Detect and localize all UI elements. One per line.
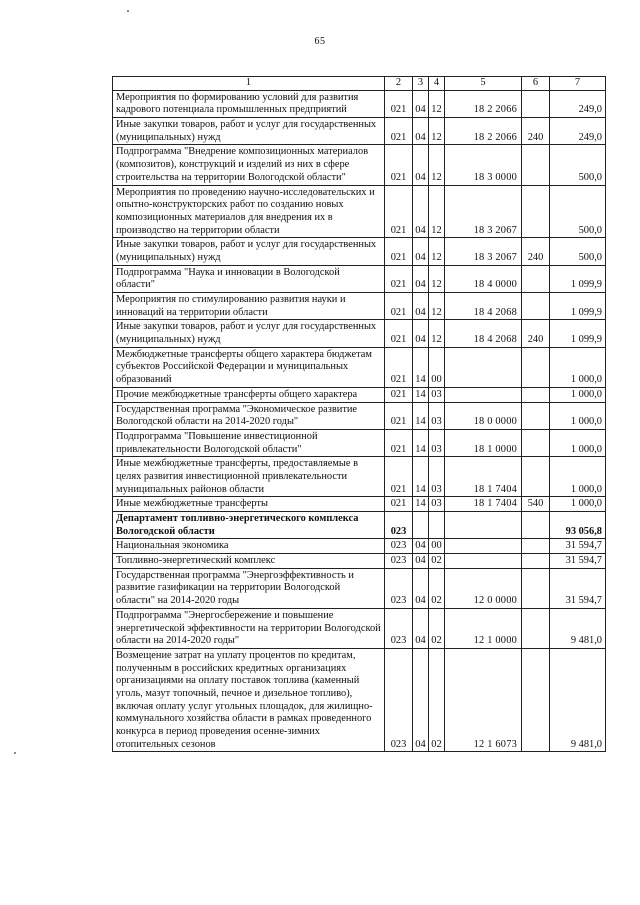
- table-row: [113, 554, 606, 569]
- target-article-code: 18 4 2068: [445, 320, 522, 347]
- expense-type-code: [522, 265, 550, 292]
- item-name: Топливно-энергетический комплекс: [113, 554, 385, 569]
- item-name: Департамент топливно-энергетического комплекса Вологодской области: [113, 512, 385, 539]
- item-name: Подпрограмма "Наука и инновации в Вологодской области": [113, 265, 385, 292]
- subsection-code: 02: [429, 554, 445, 569]
- ministry-code: 021: [385, 457, 413, 497]
- item-name: Прочие межбюджетные трансферты общего характера: [113, 387, 385, 402]
- budget-table: [112, 76, 606, 752]
- expense-type-code: [522, 347, 550, 387]
- table-row: [113, 648, 606, 752]
- ministry-code: 021: [385, 238, 413, 265]
- item-name: Государственная программа "Экономическое развитие Вологодской области на 2014-2020 годы": [113, 402, 385, 429]
- ministry-code: 021: [385, 118, 413, 145]
- target-article-code: 12 0 0000: [445, 568, 522, 608]
- target-article-code: 18 1 7404: [445, 497, 522, 512]
- table-row: [113, 145, 606, 185]
- page-number: 65: [314, 36, 326, 47]
- subsection-code: 00: [429, 539, 445, 554]
- table-row: [113, 293, 606, 320]
- table-row: [113, 90, 606, 117]
- target-article-code: 18 0 0000: [445, 402, 522, 429]
- subsection-code: 02: [429, 608, 445, 648]
- item-name: Мероприятия по проведению научно-исследовательских и опытно-конструкторских работ по созданию новых композиционных материалов для внедрения их в производство на территории области: [113, 185, 385, 238]
- table-row: [113, 347, 606, 387]
- ministry-code: 021: [385, 265, 413, 292]
- expense-type-code: [522, 608, 550, 648]
- target-article-code: 18 4 2068: [445, 293, 522, 320]
- amount: 31 594,7: [550, 554, 606, 569]
- target-article-code: 18 1 0000: [445, 429, 522, 456]
- column-header: 5: [445, 77, 522, 91]
- amount: 31 594,7: [550, 568, 606, 608]
- section-code: 04: [413, 568, 429, 608]
- subsection-code: 12: [429, 118, 445, 145]
- amount: 249,0: [550, 90, 606, 117]
- table-row: [113, 402, 606, 429]
- ministry-code: 023: [385, 648, 413, 752]
- amount: 9 481,0: [550, 608, 606, 648]
- amount: 1 000,0: [550, 429, 606, 456]
- target-article-code: 18 3 2067: [445, 185, 522, 238]
- expense-type-code: 240: [522, 238, 550, 265]
- section-code: 14: [413, 457, 429, 497]
- ministry-code: 021: [385, 497, 413, 512]
- expense-type-code: [522, 387, 550, 402]
- subsection-code: 12: [429, 265, 445, 292]
- section-code: 14: [413, 497, 429, 512]
- section-code: 04: [413, 145, 429, 185]
- table-row: [113, 568, 606, 608]
- section-code: 04: [413, 648, 429, 752]
- column-header: 7: [550, 77, 606, 91]
- expense-type-code: [522, 648, 550, 752]
- target-article-code: 18 2 2066: [445, 90, 522, 117]
- ministry-code: 021: [385, 402, 413, 429]
- target-article-code: 18 4 0000: [445, 265, 522, 292]
- amount: 1 000,0: [550, 347, 606, 387]
- expense-type-code: [522, 512, 550, 539]
- subsection-code: 12: [429, 293, 445, 320]
- target-article-code: [445, 347, 522, 387]
- expense-type-code: [522, 539, 550, 554]
- table-row: [113, 429, 606, 456]
- target-article-code: 12 1 0000: [445, 608, 522, 648]
- expense-type-code: 540: [522, 497, 550, 512]
- item-name: Национальная экономика: [113, 539, 385, 554]
- section-code: 14: [413, 402, 429, 429]
- target-article-code: [445, 512, 522, 539]
- section-code: 04: [413, 293, 429, 320]
- expense-type-code: [522, 185, 550, 238]
- column-header: 4: [429, 77, 445, 91]
- column-header-row: [113, 77, 606, 91]
- subsection-code: 03: [429, 457, 445, 497]
- table-row: [113, 457, 606, 497]
- table-row: [113, 512, 606, 539]
- amount: 1 099,9: [550, 265, 606, 292]
- table-row: [113, 265, 606, 292]
- amount: 249,0: [550, 118, 606, 145]
- target-article-code: [445, 554, 522, 569]
- section-code: 04: [413, 608, 429, 648]
- target-article-code: 18 3 0000: [445, 145, 522, 185]
- ministry-code: 021: [385, 387, 413, 402]
- section-code: 04: [413, 265, 429, 292]
- expense-type-code: [522, 90, 550, 117]
- expense-type-code: 240: [522, 320, 550, 347]
- subsection-code: 12: [429, 145, 445, 185]
- budget-table-body: [113, 77, 606, 752]
- section-code: 04: [413, 238, 429, 265]
- table-row: [113, 185, 606, 238]
- ministry-code: 023: [385, 608, 413, 648]
- target-article-code: 12 1 6073: [445, 648, 522, 752]
- subsection-code: 02: [429, 648, 445, 752]
- subsection-code: 12: [429, 238, 445, 265]
- expense-type-code: [522, 402, 550, 429]
- scan-speck: [14, 752, 16, 754]
- item-name: Подпрограмма "Энергосбережение и повышение энергетической эффективности на территории Вологодской области на 2014-2020 годы": [113, 608, 385, 648]
- item-name: Мероприятия по формированию условий для развития кадрового потенциала промышленных предприятий: [113, 90, 385, 117]
- column-header: 1: [113, 77, 385, 91]
- column-header: 6: [522, 77, 550, 91]
- amount: 93 056,8: [550, 512, 606, 539]
- subsection-code: 03: [429, 429, 445, 456]
- item-name: Подпрограмма "Повышение инвестиционной привлекательности Вологодской области": [113, 429, 385, 456]
- subsection-code: 03: [429, 387, 445, 402]
- ministry-code: 021: [385, 90, 413, 117]
- expense-type-code: [522, 554, 550, 569]
- amount: 1 099,9: [550, 293, 606, 320]
- target-article-code: 18 3 2067: [445, 238, 522, 265]
- section-code: 04: [413, 539, 429, 554]
- section-code: 14: [413, 347, 429, 387]
- ministry-code: 021: [385, 320, 413, 347]
- expense-type-code: [522, 568, 550, 608]
- ministry-code: 021: [385, 293, 413, 320]
- amount: 500,0: [550, 145, 606, 185]
- section-code: 04: [413, 90, 429, 117]
- subsection-code: [429, 512, 445, 539]
- amount: 1 000,0: [550, 497, 606, 512]
- item-name: Иные закупки товаров, работ и услуг для государственных (муниципальных) нужд: [113, 238, 385, 265]
- item-name: Подпрограмма "Внедрение композиционных материалов (композитов), конструкций и изделий из них в сфере строительства на территории Вологодской области": [113, 145, 385, 185]
- section-code: 14: [413, 429, 429, 456]
- section-code: [413, 512, 429, 539]
- amount: 1 000,0: [550, 457, 606, 497]
- table-row: [113, 118, 606, 145]
- column-header: 2: [385, 77, 413, 91]
- subsection-code: 03: [429, 497, 445, 512]
- section-code: 04: [413, 554, 429, 569]
- ministry-code: 023: [385, 568, 413, 608]
- table-row: [113, 387, 606, 402]
- subsection-code: 12: [429, 185, 445, 238]
- table-row: [113, 320, 606, 347]
- ministry-code: 021: [385, 145, 413, 185]
- table-row: [113, 238, 606, 265]
- amount: 9 481,0: [550, 648, 606, 752]
- target-article-code: 18 1 7404: [445, 457, 522, 497]
- ministry-code: 021: [385, 347, 413, 387]
- item-name: Иные закупки товаров, работ и услуг для государственных (муниципальных) нужд: [113, 118, 385, 145]
- amount: 500,0: [550, 238, 606, 265]
- amount: 1 099,9: [550, 320, 606, 347]
- amount: 500,0: [550, 185, 606, 238]
- amount: 1 000,0: [550, 387, 606, 402]
- item-name: Межбюджетные трансферты общего характера бюджетам субъектов Российской Федерации и муниципальных образований: [113, 347, 385, 387]
- expense-type-code: [522, 145, 550, 185]
- scan-speck: [127, 10, 129, 12]
- target-article-code: [445, 387, 522, 402]
- expense-type-code: [522, 457, 550, 497]
- item-name: Возмещение затрат на уплату процентов по кредитам, полученным в российских кредитных организациях организациями на оплату поставок топлива (каменный уголь, мазут топочный, печное и дизельное топливо), включая оплату услуг угольных площадок, для жилищно-коммунального хозяйства области в рамках проведенного конкурса в период проведения осенне-зимних отопительных сезонов: [113, 648, 385, 752]
- ministry-code: 023: [385, 554, 413, 569]
- amount: 31 594,7: [550, 539, 606, 554]
- amount: 1 000,0: [550, 402, 606, 429]
- target-article-code: 18 2 2066: [445, 118, 522, 145]
- item-name: Иные межбюджетные трансферты, предоставляемые в целях развития инвестиционной привлекательности муниципальных районов области: [113, 457, 385, 497]
- section-code: 14: [413, 387, 429, 402]
- column-header: 3: [413, 77, 429, 91]
- item-name: Иные закупки товаров, работ и услуг для государственных (муниципальных) нужд: [113, 320, 385, 347]
- section-code: 04: [413, 118, 429, 145]
- table-row: [113, 608, 606, 648]
- ministry-code: 023: [385, 539, 413, 554]
- expense-type-code: 240: [522, 118, 550, 145]
- expense-type-code: [522, 429, 550, 456]
- subsection-code: 00: [429, 347, 445, 387]
- subsection-code: 12: [429, 320, 445, 347]
- subsection-code: 12: [429, 90, 445, 117]
- ministry-code: 023: [385, 512, 413, 539]
- ministry-code: 021: [385, 185, 413, 238]
- ministry-code: 021: [385, 429, 413, 456]
- subsection-code: 02: [429, 568, 445, 608]
- section-code: 04: [413, 185, 429, 238]
- section-code: 04: [413, 320, 429, 347]
- subsection-code: 03: [429, 402, 445, 429]
- table-row: [113, 497, 606, 512]
- table-row: [113, 539, 606, 554]
- target-article-code: [445, 539, 522, 554]
- item-name: Государственная программа "Энергоэффективность и развитие газификации на территории Вологодской области" на 2014-2020 годы: [113, 568, 385, 608]
- expense-type-code: [522, 293, 550, 320]
- item-name: Мероприятия по стимулированию развития науки и инноваций на территории области: [113, 293, 385, 320]
- item-name: Иные межбюджетные трансферты: [113, 497, 385, 512]
